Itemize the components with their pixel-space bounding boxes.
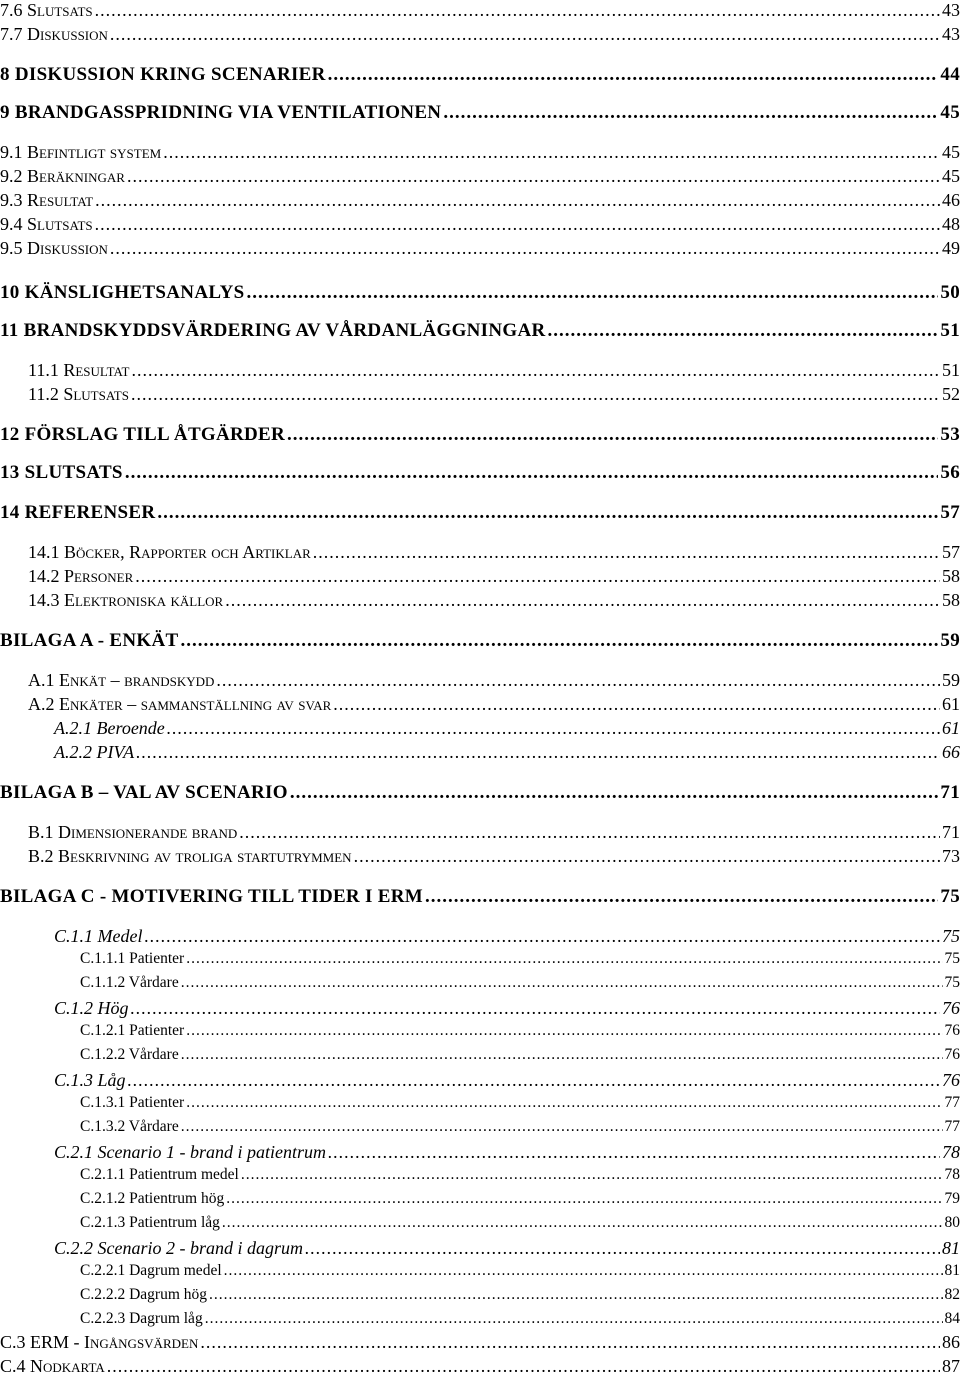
dot-leader (313, 542, 940, 563)
toc-entry-label: 14.2 Personer (28, 566, 133, 587)
toc-entry-label: 11 BRANDSKYDDSVÄRDERING AV VÅRDANLÄGGNINGAR (0, 320, 546, 342)
toc-entry-label: C.4 Nodkarta (0, 1356, 105, 1377)
toc-entry-label: C.1.2 Hög (54, 998, 129, 1019)
dot-leader (131, 384, 940, 405)
toc-entry-label: 9.5 Diskussion (0, 238, 108, 259)
toc-entry-page-number: 45 (940, 102, 960, 124)
toc-entry-label: 9.1 Befintligt system (0, 142, 161, 163)
toc-entry[interactable] (0, 1356, 960, 1380)
toc-entry-label: C.1.1 Medel (54, 926, 142, 947)
toc-entry-label: 9 BRANDGASSPRIDNING VIA VENTILATIONEN (0, 102, 441, 124)
toc-entry-page-number: 46 (942, 190, 960, 211)
toc-entry[interactable] (0, 166, 960, 190)
toc-entry-page-number: 52 (942, 384, 960, 405)
toc-entry[interactable] (0, 590, 960, 614)
toc-entry[interactable] (0, 1214, 960, 1238)
toc-entry-label: 11.1 Resultat (28, 360, 129, 381)
dot-leader (225, 590, 940, 611)
toc-entry-page-number: 43 (942, 0, 960, 21)
toc-entry-page-number: 81 (945, 1262, 960, 1280)
toc-entry-label: 7.7 Diskussion (0, 24, 108, 45)
toc-entry-label: C.1.1.1 Patienter (80, 950, 184, 968)
dot-leader (305, 1238, 940, 1259)
toc-entry-label: A.1 Enkät – brandskydd (28, 670, 214, 691)
dot-leader (181, 974, 943, 992)
toc-entry-page-number: 45 (942, 166, 960, 187)
toc-entry-label: 14 REFERENSER (0, 502, 155, 524)
toc-entry[interactable] (0, 742, 960, 766)
toc-entry-page-number: 75 (940, 886, 960, 908)
toc-entry-page-number: 49 (942, 238, 960, 259)
toc-entry-label: 9.4 Slutsats (0, 214, 93, 235)
toc-entry-label: BILAGA B – VAL AV SCENARIO (0, 782, 288, 804)
toc-entry-label: B.2 Beskrivning av troliga startutrymmen (28, 846, 352, 867)
toc-entry[interactable] (0, 782, 960, 806)
dot-leader (95, 0, 940, 21)
toc-entry-label: 14.3 Elektroniska källor (28, 590, 223, 611)
dot-leader (131, 998, 940, 1019)
dot-leader (136, 742, 940, 763)
toc-entry-page-number: 71 (942, 822, 960, 843)
toc-entry[interactable] (0, 630, 960, 654)
toc-entry-label: 8 DISKUSSION KRING SCENARIER (0, 64, 326, 86)
toc-entry-label: C.3 ERM - Ingångsvärden (0, 1332, 198, 1353)
toc-entry-label: C.1.2.1 Patienter (80, 1022, 184, 1040)
toc-entry[interactable] (0, 1286, 960, 1310)
dot-leader (239, 822, 940, 843)
toc-entry[interactable] (0, 1238, 960, 1262)
toc-entry[interactable] (0, 102, 960, 126)
toc-entry[interactable] (0, 718, 960, 742)
dot-leader (95, 190, 940, 211)
toc-entry-label: 14.1 Böcker, Rapporter och Artiklar (28, 542, 311, 563)
toc-entry[interactable] (0, 1022, 960, 1046)
dot-leader (205, 1310, 943, 1328)
toc-entry[interactable] (0, 462, 960, 486)
toc-entry[interactable] (0, 822, 960, 846)
toc-entry-page-number: 75 (945, 950, 960, 968)
dot-leader (110, 24, 940, 45)
toc-entry-page-number: 77 (945, 1094, 960, 1112)
toc-entry[interactable] (0, 1070, 960, 1094)
toc-entry[interactable] (0, 1166, 960, 1190)
toc-entry-page-number: 84 (945, 1310, 960, 1328)
toc-entry[interactable] (0, 694, 960, 718)
dot-leader (287, 424, 938, 446)
dot-leader (241, 1166, 943, 1184)
toc-entry-page-number: 79 (945, 1190, 960, 1208)
toc-entry[interactable] (0, 360, 960, 384)
toc-entry-label: B.1 Dimensionerande brand (28, 822, 237, 843)
dot-leader (135, 566, 940, 587)
toc-entry-label: 9.3 Resultat (0, 190, 93, 211)
dot-leader (333, 694, 940, 715)
dot-leader (167, 718, 940, 739)
dot-leader (224, 1262, 943, 1280)
toc-entry-page-number: 75 (942, 926, 960, 947)
toc-entry-label: C.1.1.2 Vårdare (80, 974, 179, 992)
toc-entry-label: C.1.3.2 Vårdare (80, 1118, 179, 1136)
toc-entry[interactable] (0, 926, 960, 950)
dot-leader (226, 1190, 942, 1208)
dot-leader (200, 1332, 940, 1353)
toc-entry[interactable] (0, 214, 960, 238)
toc-entry-label: C.1.3 Låg (54, 1070, 126, 1091)
toc-entry-label: C.1.2.2 Vårdare (80, 1046, 179, 1064)
toc-entry-page-number: 44 (940, 64, 960, 86)
toc-entry-label: C.2.1.2 Patientrum hög (80, 1190, 224, 1208)
toc-entry[interactable] (0, 1118, 960, 1142)
toc-entry-label: 13 SLUTSATS (0, 462, 123, 484)
toc-entry[interactable] (0, 142, 960, 166)
toc-entry-page-number: 75 (945, 974, 960, 992)
dot-leader (328, 1142, 940, 1163)
toc-entry-label: C.1.3.1 Patienter (80, 1094, 184, 1112)
toc-entry-page-number: 82 (945, 1286, 960, 1304)
toc-entry-label: C.2.2.2 Dagrum hög (80, 1286, 207, 1304)
dot-leader (186, 1094, 942, 1112)
dot-leader (128, 1070, 940, 1091)
toc-entry-page-number: 78 (945, 1166, 960, 1184)
dot-leader (181, 1118, 943, 1136)
toc-entry-label: A.2 Enkäter – sammanställning av svar (28, 694, 331, 715)
dot-leader (144, 926, 940, 947)
toc-entry-page-number: 50 (940, 282, 960, 304)
toc-entry-label: C.2.1.3 Patientrum låg (80, 1214, 220, 1232)
dot-leader (425, 886, 938, 908)
toc-entry-page-number: 80 (945, 1214, 960, 1232)
toc-entry[interactable] (0, 846, 960, 870)
dot-leader (290, 782, 939, 804)
toc-entry[interactable] (0, 1310, 960, 1334)
toc-entry-page-number: 76 (942, 998, 960, 1019)
toc-entry[interactable] (0, 1094, 960, 1118)
dot-leader (131, 360, 940, 381)
dot-leader (246, 282, 938, 304)
toc-entry[interactable] (0, 502, 960, 526)
dot-leader (548, 320, 939, 342)
toc-entry-label: 9.2 Beräkningar (0, 166, 125, 187)
toc-entry-page-number: 61 (942, 694, 960, 715)
toc-entry-label: C.2.1 Scenario 1 - brand i patientrum (54, 1142, 326, 1163)
dot-leader (125, 462, 939, 484)
dot-leader (110, 238, 940, 259)
dot-leader (443, 102, 938, 124)
dot-leader (181, 1046, 943, 1064)
dot-leader (354, 846, 940, 867)
toc-entry-page-number: 73 (942, 846, 960, 867)
toc-entry-page-number: 76 (945, 1022, 960, 1040)
toc-entry[interactable] (0, 282, 960, 306)
toc-entry-label: C.2.2.1 Dagrum medel (80, 1262, 222, 1280)
toc-entry[interactable] (0, 1262, 960, 1286)
toc-entry-page-number: 86 (942, 1332, 960, 1353)
toc-entry-page-number: 59 (942, 670, 960, 691)
toc-entry-label: C.2.2 Scenario 2 - brand i dagrum (54, 1238, 303, 1259)
toc-entry[interactable] (0, 384, 960, 408)
toc-entry-label: BILAGA C - MOTIVERING TILL TIDER I ERM (0, 886, 423, 908)
toc-entry-label: 10 KÄNSLIGHETSANALYS (0, 282, 244, 304)
dot-leader (127, 166, 940, 187)
toc-entry-page-number: 56 (940, 462, 960, 484)
toc-entry-page-number: 76 (942, 1070, 960, 1091)
toc-entry-page-number: 43 (942, 24, 960, 45)
dot-leader (186, 1022, 942, 1040)
toc-entry[interactable] (0, 1046, 960, 1070)
toc-entry-page-number: 77 (945, 1118, 960, 1136)
toc-entry-label: BILAGA A - ENKÄT (0, 630, 178, 652)
toc-entry-label: C.2.1.1 Patientrum medel (80, 1166, 239, 1184)
toc-entry-label: 7.6 Slutsats (0, 0, 93, 21)
toc-entry[interactable] (0, 950, 960, 974)
toc-entry-label: 12 FÖRSLAG TILL ÅTGÄRDER (0, 424, 285, 446)
toc-entry[interactable] (0, 24, 960, 48)
toc-entry-page-number: 59 (940, 630, 960, 652)
toc-entry-page-number: 58 (942, 590, 960, 611)
toc-entry-page-number: 76 (945, 1046, 960, 1064)
toc-entry[interactable] (0, 886, 960, 910)
toc-entry[interactable] (0, 566, 960, 590)
toc-entry-page-number: 81 (942, 1238, 960, 1259)
toc-entry-page-number: 51 (942, 360, 960, 381)
toc-entry[interactable] (0, 1332, 960, 1356)
toc-entry[interactable] (0, 190, 960, 214)
toc-entry-page-number: 57 (940, 502, 960, 524)
toc-entry[interactable] (0, 238, 960, 262)
dot-leader (209, 1286, 942, 1304)
toc-entry-page-number: 58 (942, 566, 960, 587)
toc-entry-label: C.2.2.3 Dagrum låg (80, 1310, 203, 1328)
dot-leader (107, 1356, 940, 1377)
toc-entry[interactable] (0, 974, 960, 998)
toc-entry[interactable] (0, 1190, 960, 1214)
toc-entry-label: A.2.2 PIVA (54, 742, 134, 763)
toc-entry-page-number: 78 (942, 1142, 960, 1163)
toc-entry-page-number: 57 (942, 542, 960, 563)
toc-entry[interactable] (0, 670, 960, 694)
dot-leader (328, 64, 939, 86)
dot-leader (180, 630, 938, 652)
toc-entry[interactable] (0, 320, 960, 344)
toc-entry[interactable] (0, 0, 960, 24)
dot-leader (95, 214, 940, 235)
dot-leader (216, 670, 940, 691)
toc-entry[interactable] (0, 998, 960, 1022)
toc-entry-label: 11.2 Slutsats (28, 384, 129, 405)
toc-entry-page-number: 48 (942, 214, 960, 235)
dot-leader (157, 502, 938, 524)
toc-entry[interactable] (0, 424, 960, 448)
toc-entry[interactable] (0, 1142, 960, 1166)
toc-entry-page-number: 87 (942, 1356, 960, 1377)
toc-entry[interactable] (0, 64, 960, 88)
toc-entry[interactable] (0, 542, 960, 566)
toc-entry-page-number: 61 (942, 718, 960, 739)
toc-entry-page-number: 66 (942, 742, 960, 763)
toc-entry-page-number: 45 (942, 142, 960, 163)
toc-entry-page-number: 71 (940, 782, 960, 804)
dot-leader (163, 142, 940, 163)
toc-entry-label: A.2.1 Beroende (54, 718, 165, 739)
toc-entry-page-number: 53 (940, 424, 960, 446)
dot-leader (186, 950, 942, 968)
toc-entry-page-number: 51 (940, 320, 960, 342)
dot-leader (222, 1214, 943, 1232)
